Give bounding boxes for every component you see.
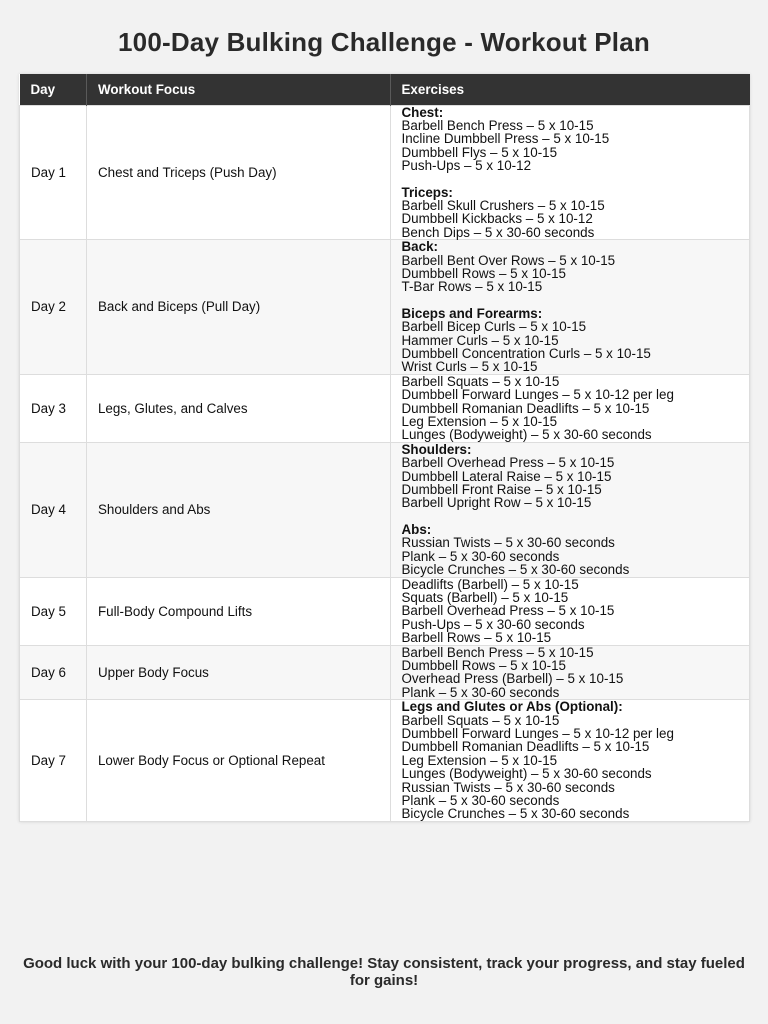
table-row [20, 105, 750, 240]
exercise-group [402, 443, 739, 510]
exercise-item: Barbell Squats – 5 x 10-15 [401, 712, 560, 728]
exercise-group-heading: Chest: [401, 104, 444, 120]
workout-table [19, 74, 750, 822]
exercise-item: Barbell Bench Press – 5 x 10-15 [401, 117, 594, 133]
exercise-item: Push-Ups – 5 x 10-12 [401, 158, 532, 174]
exercise-group-heading: Triceps: [401, 184, 453, 200]
exercise-item: Dumbbell Romanian Deadlifts – 5 x 10-15 [401, 400, 650, 416]
exercise-item: Dumbbell Lateral Raise – 5 x 10-15 [401, 468, 612, 484]
exercises-cell [390, 577, 750, 645]
exercise-item: Leg Extension – 5 x 10-15 [401, 414, 558, 430]
exercise-item: Barbell Rows – 5 x 10-15 [401, 630, 552, 646]
workout-focus-cell: Lower Body Focus or Optional Repeat [86, 700, 390, 822]
exercise-item: Squats (Barbell) – 5 x 10-15 [401, 589, 569, 605]
column-header-day: Day [20, 74, 87, 105]
table-row [20, 700, 750, 822]
exercise-item: Bench Dips – 5 x 30-60 seconds [401, 224, 595, 240]
exercise-item: Bicycle Crunches – 5 x 30-60 seconds [401, 806, 630, 822]
day-cell: Day 7 [20, 700, 87, 822]
exercise-group [402, 646, 739, 700]
exercise-item: Russian Twists – 5 x 30-60 seconds [401, 535, 615, 551]
exercise-group [402, 375, 739, 442]
exercise-group [402, 578, 739, 645]
exercise-item: Barbell Squats – 5 x 10-15 [401, 373, 560, 389]
exercise-item: Barbell Overhead Press – 5 x 10-15 [401, 603, 615, 619]
exercise-item: Lunges (Bodyweight) – 5 x 30-60 seconds [401, 766, 652, 782]
exercise-group [402, 700, 739, 821]
exercise-item: Dumbbell Romanian Deadlifts – 5 x 10-15 [401, 739, 650, 755]
exercise-item: Dumbbell Concentration Curls – 5 x 10-15 [401, 346, 651, 361]
day-cell: Day 3 [20, 374, 87, 442]
exercise-item: Barbell Skull Crushers – 5 x 10-15 [401, 197, 605, 213]
exercise-group [402, 186, 739, 240]
exercise-item: Bicycle Crunches – 5 x 30-60 seconds [401, 562, 630, 578]
exercise-item: Overhead Press (Barbell) – 5 x 10-15 [401, 671, 624, 687]
exercises-cell [390, 442, 750, 577]
day-cell: Day 4 [20, 442, 87, 577]
exercise-item: Dumbbell Forward Lunges – 5 x 10-12 per leg [401, 725, 674, 741]
workout-focus-cell: Chest and Triceps (Push Day) [86, 105, 390, 240]
exercise-group [402, 307, 739, 374]
workout-focus-cell: Upper Body Focus [86, 645, 390, 700]
exercise-item: Lunges (Bodyweight) – 5 x 30-60 seconds [401, 427, 652, 443]
exercises-cell [390, 240, 750, 375]
exercise-item: Barbell Upright Row – 5 x 10-15 [401, 495, 592, 511]
workout-focus-cell: Full-Body Compound Lifts [86, 577, 390, 645]
exercise-item: Wrist Curls – 5 x 10-15 [401, 359, 538, 375]
exercise-item: Barbell Bicep Curls – 5 x 10-15 [401, 319, 587, 335]
day-cell: Day 5 [20, 577, 87, 645]
exercise-item: Dumbbell Front Raise – 5 x 10-15 [401, 482, 602, 498]
column-header-focus: Workout Focus [86, 74, 390, 105]
day-cell: Day 1 [20, 105, 87, 240]
exercise-group-heading: Biceps and Forearms: [401, 305, 543, 321]
exercise-item: Dumbbell Rows – 5 x 10-15 [401, 265, 566, 281]
exercise-item: Dumbbell Forward Lunges – 5 x 10-12 per leg [401, 387, 674, 403]
exercise-item: Dumbbell Kickbacks – 5 x 10-12 [401, 211, 593, 227]
exercise-item: Incline Dumbbell Press – 5 x 10-15 [401, 131, 610, 147]
exercise-item: Plank – 5 x 30-60 seconds [401, 684, 560, 700]
exercise-group-heading: Shoulders: [401, 441, 472, 457]
exercise-item: Dumbbell Rows – 5 x 10-15 [401, 657, 566, 673]
exercise-item: Push-Ups – 5 x 30-60 seconds [401, 616, 585, 632]
exercise-group [402, 523, 739, 577]
exercise-group-heading: Legs and Glutes or Abs (Optional): [401, 699, 623, 715]
exercise-item: Plank – 5 x 30-60 seconds [401, 548, 560, 564]
table-body [20, 105, 750, 821]
workout-focus-cell: Legs, Glutes, and Calves [86, 374, 390, 442]
exercise-item: Leg Extension – 5 x 10-15 [401, 752, 558, 768]
column-header-exercises: Exercises [401, 81, 465, 97]
exercises-cell [390, 645, 750, 700]
table-row [20, 374, 750, 442]
table-row [20, 645, 750, 700]
footer-note: Good luck with your 100-day bulking challenge! Stay consistent, track your progress, and stay fueled for gains! [23, 955, 745, 989]
table-row [20, 577, 750, 645]
exercises-cell [390, 105, 750, 240]
exercise-group-heading: Back: [401, 239, 438, 255]
exercise-item: Barbell Overhead Press – 5 x 10-15 [401, 455, 615, 471]
day-cell: Day 6 [20, 645, 87, 700]
day-cell: Day 2 [20, 240, 87, 375]
exercise-item: Plank – 5 x 30-60 seconds [401, 793, 560, 808]
workout-focus-cell: Back and Biceps (Pull Day) [86, 240, 390, 375]
workout-focus-cell: Shoulders and Abs [86, 442, 390, 577]
exercise-item: Deadlifts (Barbell) – 5 x 10-15 [401, 576, 579, 592]
exercises-cell [390, 700, 750, 822]
page-title: 100-Day Bulking Challenge - Workout Plan [118, 27, 650, 57]
exercises-cell [390, 374, 750, 442]
exercise-item: Dumbbell Flys – 5 x 10-15 [401, 144, 558, 160]
exercise-item: Hammer Curls – 5 x 10-15 [401, 332, 559, 348]
exercise-group [402, 240, 739, 294]
exercise-item: Russian Twists – 5 x 30-60 seconds [401, 779, 615, 795]
exercise-item: Barbell Bent Over Rows – 5 x 10-15 [401, 252, 616, 268]
exercise-item: T-Bar Rows – 5 x 10-15 [401, 279, 543, 295]
table-header-row [20, 74, 750, 105]
exercise-group [402, 106, 739, 173]
exercise-group-heading: Abs: [401, 521, 432, 537]
table-row [20, 240, 750, 375]
table-row [20, 442, 750, 577]
exercise-item: Barbell Bench Press – 5 x 10-15 [401, 644, 594, 660]
